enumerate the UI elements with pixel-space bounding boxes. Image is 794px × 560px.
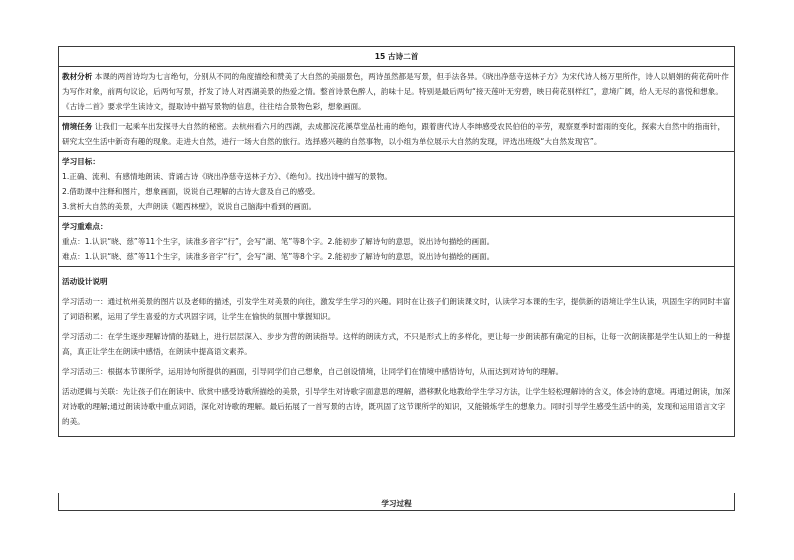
lesson-plan-table: [58, 46, 735, 437]
goals-label: 学习目标：: [62, 157, 100, 166]
activity-row: [59, 267, 735, 437]
analysis-text: 本课的两首诗均为七言绝句，分别从不同的角度描绘和赞美了大自然的美丽景色，两诗虽然都是写景，但手法各异。《晓出净慈寺送林子方》为宋代诗人杨万里所作，诗人以娟娟的荷花荷叶作为写作对象，前两句议论，后两句写景，抒发了诗人对西湖美景的热爱之情。整首诗景色醉人，韵味十足。特别是最后两句“接天莲叶无穷碧，映日荷花别样红”，意境广阔，给人无尽的喜悦和想象。《古诗二首》要求学生读诗文，提取诗中描写景物的信息，往往结合景物色彩，想象画面。: [62, 72, 729, 111]
activity-para-4: 活动逻辑与关联：先让孩子们在朗读中、欣赏中感受诗歌所描绘的美景，引导学生对诗歌字面意思的理解，潜移默化地教给学生学习方法，让学生轻松理解诗的含义，体会诗的意境。再通过朗读，加深对诗歌的理解;通过朗读诗歌中重点词语，深化对诗歌的理解。最后拓展了一首写景的古诗，既巩固了这节课所学的知识，又能锻炼学生的想象力。同时引导学生感受生活中的美，发现和运用语言文字的美。: [62, 387, 731, 426]
activity-para-2: 学习活动二：在学生逐步理解诗情的基础上，进行层层深入、步步为营的朗读指导。这样的朗读方式，不只是形式上的多样化，更让每一步朗读都有确定的目标，让每一次朗读都是学生认知上的一种提高，真正让学生在朗读中感悟，在朗读中提高语文素养。: [62, 332, 731, 356]
lesson-plan-sheet: [58, 46, 735, 437]
activity-para-1: 学习活动一：通过杭州美景的图片以及老师的描述，引发学生对美景的向往，激发学生学习的兴趣。同时在让孩子们朗读课文时，认读学习本课的生字，提供新的语境让学生认读，巩固生字的同时丰富了词语积累，运用了学生喜爱的方式巩固字词，让学生在愉快的氛围中掌握知识。: [62, 297, 731, 321]
task-label: 情境任务: [62, 122, 93, 131]
key-point: 重点：1.认识“晓、慈”等11个生字，读准多音字“行”，会写“湖、笔”等8个字。2.能初步了解诗句的意思，说出诗句描绘的画面。: [62, 237, 495, 246]
keys-label: 学习重难点：: [62, 222, 108, 231]
goals-cell: [59, 152, 735, 217]
process-border-bottom: [58, 510, 735, 511]
task-row: [59, 117, 735, 152]
activity-label: 活动设计说明: [62, 277, 108, 286]
task-text: 让我们一起乘车出发探寻大自然的秘密。去杭州看六月的西湖，去成都浣花溪草堂品杜甫的绝句，跟着唐代诗人李绅感受农民伯伯的辛劳，观察夏季时雷雨的变化，探索大自然中的指南针，研究太空生活中新奇有趣的现象。走进大自然，进行一场大自然的旅行。选择感兴趣的自然事物，以小组为单位展示大自然的发现，评选出班级“大自然发现官”。: [62, 122, 726, 146]
task-cell: [59, 117, 735, 152]
keys-row: [59, 217, 735, 267]
analysis-cell: [59, 67, 735, 117]
activity-para-3: 学习活动三：根据本节课所学，运用诗句所提供的画面，引导同学们自己想象，自己创设情境，让同学们在情境中感悟诗句，从而达到对诗句的理解。: [62, 367, 564, 376]
keys-cell: [59, 217, 735, 267]
difficult-point: 难点：1.认识“晓、慈”等11个生字，读准多音字“行”，会写“湖、笔”等8个字。2.能初步了解诗句的意思，说出诗句描绘的画面。: [62, 252, 495, 261]
process-heading: 学习过程: [381, 499, 412, 508]
lesson-title: 15 古诗二首: [59, 47, 735, 67]
activity-cell: [59, 267, 735, 437]
goal-item-1: 1.正确、流利、有感情地朗读、背诵古诗《晓出净慈寺送林子方》、《绝句》。找出诗中描写的景物。: [62, 172, 392, 181]
title-row: [59, 47, 735, 67]
analysis-label: 教材分析: [62, 72, 93, 81]
goal-item-2: 2.借助课中注释和图片，想象画面，说说自己理解的古诗大意及自己的感受。: [62, 187, 320, 196]
goal-item-3: 3.赏析大自然的美景，大声朗读《题西林壁》，说说自己脑海中看到的画面。: [62, 202, 317, 211]
goals-row: [59, 152, 735, 217]
analysis-row: [59, 67, 735, 117]
